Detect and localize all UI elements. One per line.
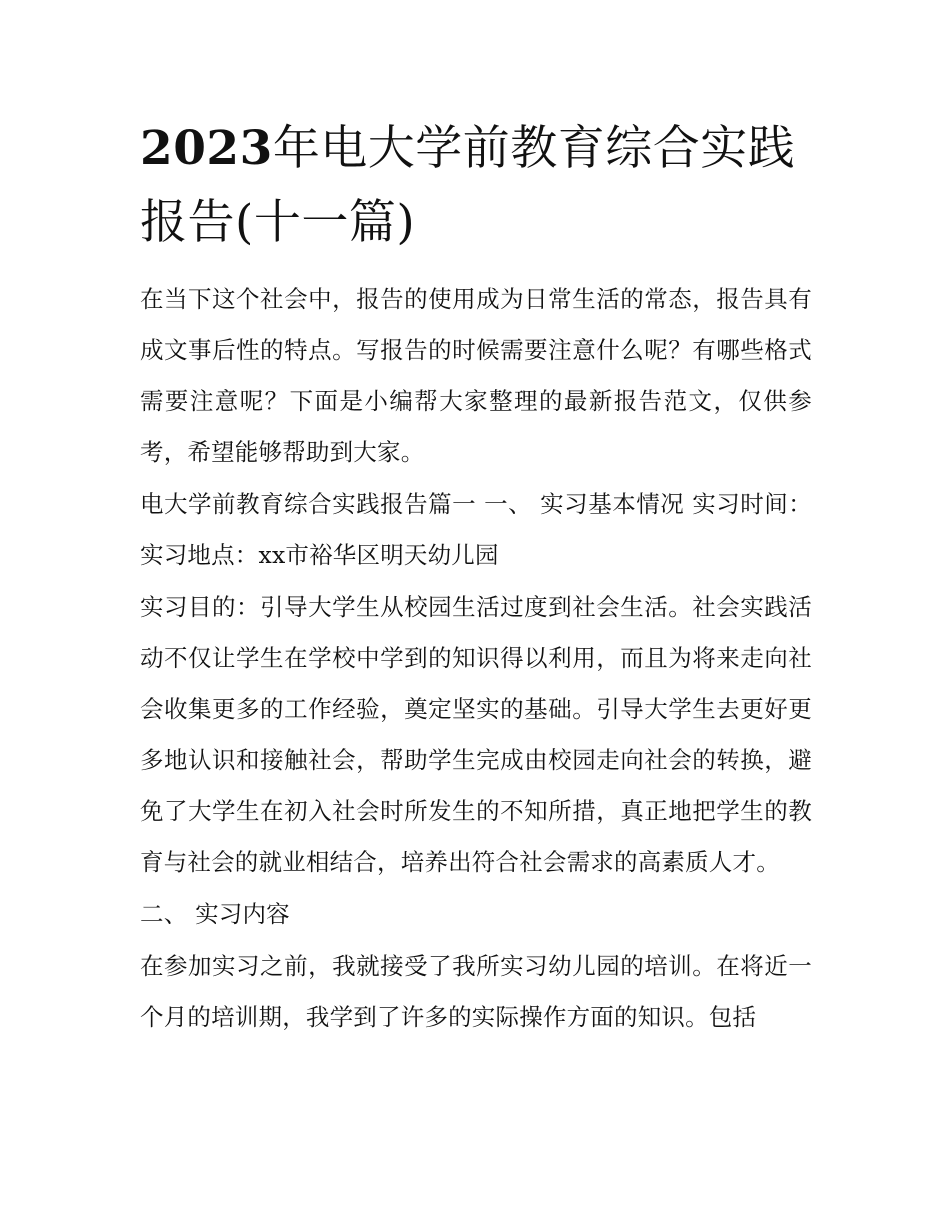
intro-paragraph: 在当下这个社会中，报告的使用成为日常生活的常态，报告具有成文事后性的特点。写报告的时候需要注意什么呢？有哪些格式需要注意呢？下面是小编帮大家整理的最新报告范文，仅供参考，希望能够帮助到大家。 [140,285,812,466]
purpose-paragraph: 实习目的：引导大学生从校园生活过度到社会生活。社会实践活动不仅让学生在学校中学到的知识得以利用，而且为将来走向社会收集更多的工作经验，奠定坚实的基础。引导大学生去更好更多地认识和接触社会，帮助学生完成由校园走向社会的转换，避免了大学生在初入社会时所发生的不知所措，真正地把学生的教育与社会的就业相结合，培养出符合社会需求的高素质人才。 [140,593,812,876]
title-text: 年电大学前教育综合实践报告(十一篇) [140,121,796,250]
section-one-heading: 电大学前教育综合实践报告篇一 一、 实习基本情况 实习时间： 实习地点：xx市裕华区明天幼儿园 [140,490,812,569]
section-two-heading: 二、 实习内容 [140,900,290,928]
content-paragraph: 在参加实习之前，我就接受了我所实习幼儿园的培训。在将近一个月的培训期，我学到了许多的实际操作方面的知识。包括 [140,952,812,1031]
document-title [140,112,812,260]
title-year: 2023 [140,121,273,176]
document-page [140,112,812,1044]
